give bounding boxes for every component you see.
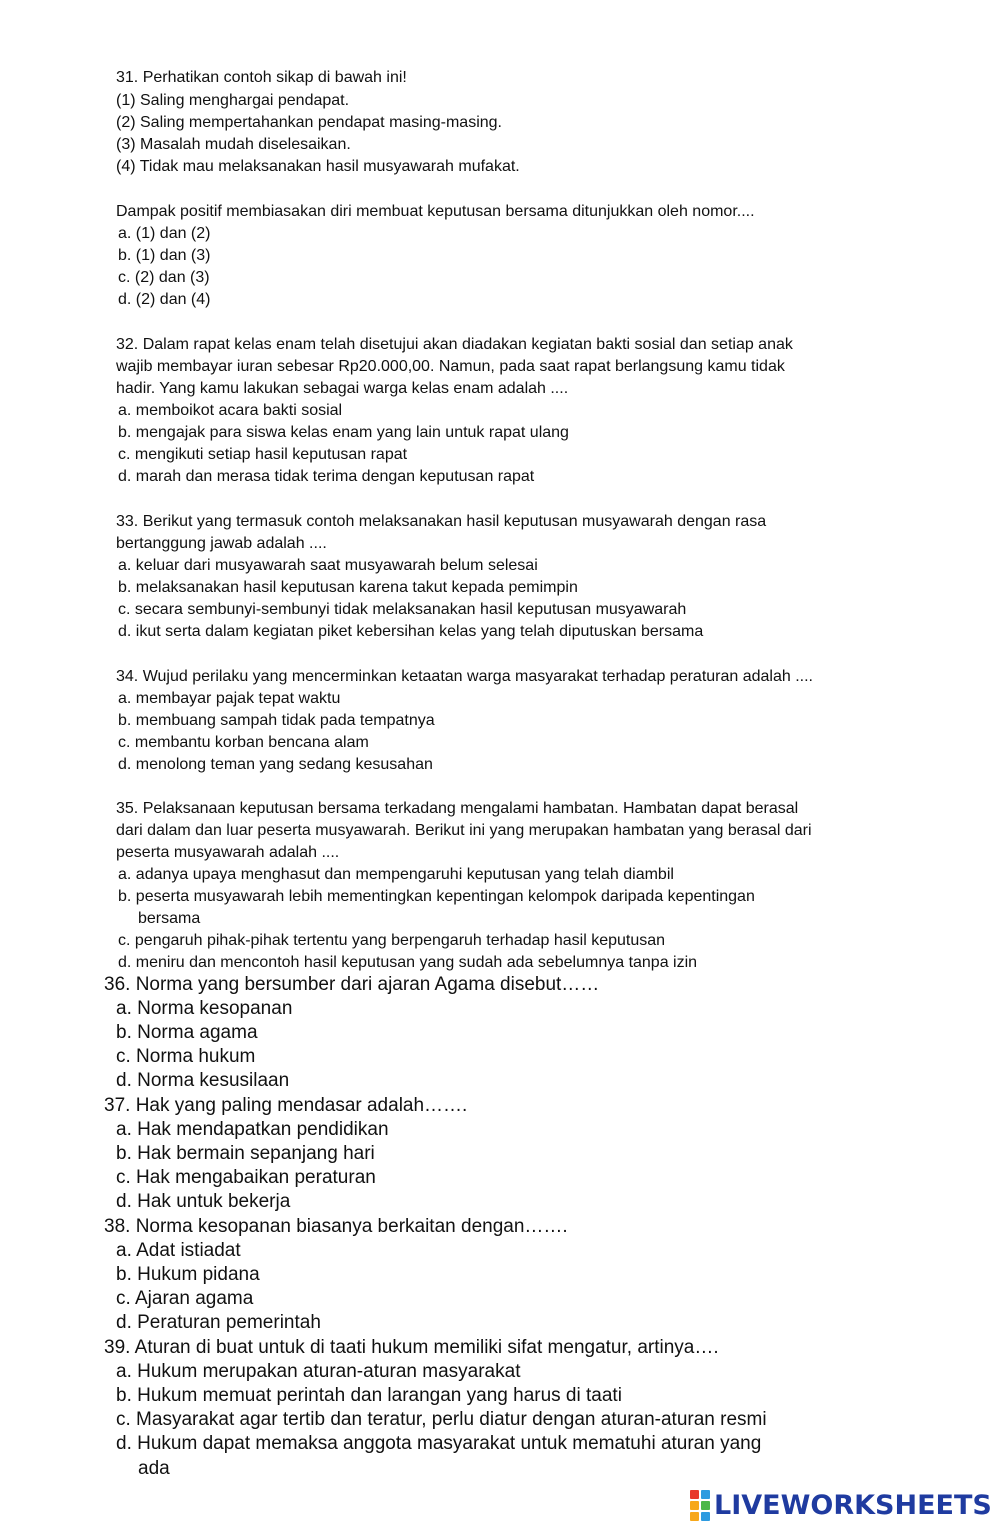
logo-block [690, 1501, 699, 1510]
q38-stem-line: 38. Norma kesopanan biasanya berkaitan dengan……. [104, 1216, 568, 1237]
q36-stem-line: 36. Norma yang bersumber dari ajaran Agama disebut…… [104, 974, 600, 995]
q34-option-b: b. membuang sampah tidak pada tempatnya [118, 712, 435, 729]
q37-option-c: c. Hak mengabaikan peraturan [116, 1167, 376, 1188]
q32-stem-line: hadir. Yang kamu lakukan sebagai warga kelas enam adalah .... [116, 380, 569, 397]
q37-option-b: b. Hak bermain sepanjang hari [116, 1143, 375, 1164]
q38-option-a: a. Adat istiadat [116, 1240, 241, 1261]
logo-block [690, 1490, 699, 1499]
q35-option-b-continued: bersama [138, 910, 201, 927]
q31-option-b: b. (1) dan (3) [118, 247, 211, 264]
q31-option-d: d. (2) dan (4) [118, 291, 211, 308]
q31-prompt: Dampak positif membiasakan diri membuat keputusan bersama ditunjukkan oleh nomor.... [116, 203, 755, 220]
q32-stem-line: wajib membayar iuran sebesar Rp20.000,00. Namun, pada saat rapat berlangsung kamu tidak [116, 358, 785, 375]
q36-option-c: c. Norma hukum [116, 1046, 256, 1067]
q35-stem-line: 35. Pelaksanaan keputusan bersama terkadang mengalami hambatan. Hambatan dapat berasal [116, 800, 799, 817]
q33-option-d: d. ikut serta dalam kegiatan piket kebersihan kelas yang telah diputuskan bersama [118, 623, 704, 640]
q34-stem-line: 34. Wujud perilaku yang mencerminkan ketaatan warga masyarakat terhadap peraturan adalah .... [116, 668, 813, 685]
q39-option-d: d. Hukum dapat memaksa anggota masyarakat untuk mematuhi aturan yang [116, 1433, 762, 1454]
q36-option-b: b. Norma agama [116, 1022, 258, 1043]
q31-statement: (2) Saling mempertahankan pendapat masing-masing. [116, 114, 502, 131]
liveworksheets-logo [690, 1487, 992, 1523]
q39-option-d-continued: ada [138, 1458, 170, 1479]
q32-stem-line: 32. Dalam rapat kelas enam telah disetujui akan diadakan kegiatan bakti sosial dan setiap anak [116, 336, 793, 353]
q33-option-c: c. secara sembunyi-sembunyi tidak melaksanakan hasil keputusan musyawarah [118, 601, 687, 618]
q31-stem-line: 31. Perhatikan contoh sikap di bawah ini! [116, 69, 407, 86]
logo-block [701, 1490, 710, 1499]
logo-text: LIVEWORKSHEETS [714, 1489, 992, 1521]
logo-blocks-icon [690, 1490, 710, 1521]
q32-option-c: c. mengikuti setiap hasil keputusan rapat [118, 446, 408, 463]
q39-option-c: c. Masyarakat agar tertib dan teratur, perlu diatur dengan aturan-aturan resmi [116, 1409, 767, 1430]
logo-block [690, 1512, 699, 1521]
q35-option-d: d. meniru dan mencontoh hasil keputusan yang sudah ada sebelumnya tanpa izin [118, 954, 698, 971]
q35-option-c: c. pengaruh pihak-pihak tertentu yang berpengaruh terhadap hasil keputusan [118, 932, 666, 949]
logo-block [701, 1512, 710, 1521]
q32-option-b: b. mengajak para siswa kelas enam yang lain untuk rapat ulang [118, 424, 569, 441]
q34-option-a: a. membayar pajak tepat waktu [118, 690, 341, 707]
q31-statement: (4) Tidak mau melaksanakan hasil musyawarah mufakat. [116, 158, 520, 175]
q33-stem-line: 33. Berikut yang termasuk contoh melaksanakan hasil keputusan musyawarah dengan rasa [116, 513, 767, 530]
q33-stem-line: bertanggung jawab adalah .... [116, 535, 327, 552]
q39-option-a: a. Hukum merupakan aturan-aturan masyarakat [116, 1361, 521, 1382]
q35-stem-line: dari dalam dan luar peserta musyawarah. Berikut ini yang merupakan hambatan yang berasal dari [116, 822, 812, 839]
q32-option-d: d. marah dan merasa tidak terima dengan keputusan rapat [118, 468, 535, 485]
q37-option-d: d. Hak untuk bekerja [116, 1191, 291, 1212]
q31-statement: (3) Masalah mudah diselesaikan. [116, 136, 351, 153]
q39-option-b: b. Hukum memuat perintah dan larangan yang harus di taati [116, 1385, 622, 1406]
q37-stem-line: 37. Hak yang paling mendasar adalah……. [104, 1095, 468, 1116]
q35-option-b: b. peserta musyawarah lebih mementingkan kepentingan kelompok daripada kepentingan [118, 888, 755, 905]
q37-option-a: a. Hak mendapatkan pendidikan [116, 1119, 389, 1140]
q36-option-d: d. Norma kesusilaan [116, 1070, 290, 1091]
q38-option-d: d. Peraturan pemerintah [116, 1312, 321, 1333]
q35-option-a: a. adanya upaya menghasut dan mempengaruhi keputusan yang telah diambil [118, 866, 674, 883]
q38-option-c: c. Ajaran agama [116, 1288, 254, 1309]
q32-option-a: a. memboikot acara bakti sosial [118, 402, 343, 419]
q39-stem-line: 39. Aturan di buat untuk di taati hukum memiliki sifat mengatur, artinya…. [104, 1337, 719, 1358]
q34-option-c: c. membantu korban bencana alam [118, 734, 369, 751]
q34-option-d: d. menolong teman yang sedang kesusahan [118, 756, 433, 773]
logo-block [701, 1501, 710, 1510]
q38-option-b: b. Hukum pidana [116, 1264, 260, 1285]
q31-statement: (1) Saling menghargai pendapat. [116, 92, 350, 109]
q33-option-a: a. keluar dari musyawarah saat musyawarah belum selesai [118, 557, 538, 574]
q31-option-a: a. (1) dan (2) [118, 225, 211, 242]
q36-option-a: a. Norma kesopanan [116, 998, 293, 1019]
q31-option-c: c. (2) dan (3) [118, 269, 210, 286]
q35-stem-line: peserta musyawarah adalah .... [116, 844, 340, 861]
q33-option-b: b. melaksanakan hasil keputusan karena takut kepada pemimpin [118, 579, 578, 596]
